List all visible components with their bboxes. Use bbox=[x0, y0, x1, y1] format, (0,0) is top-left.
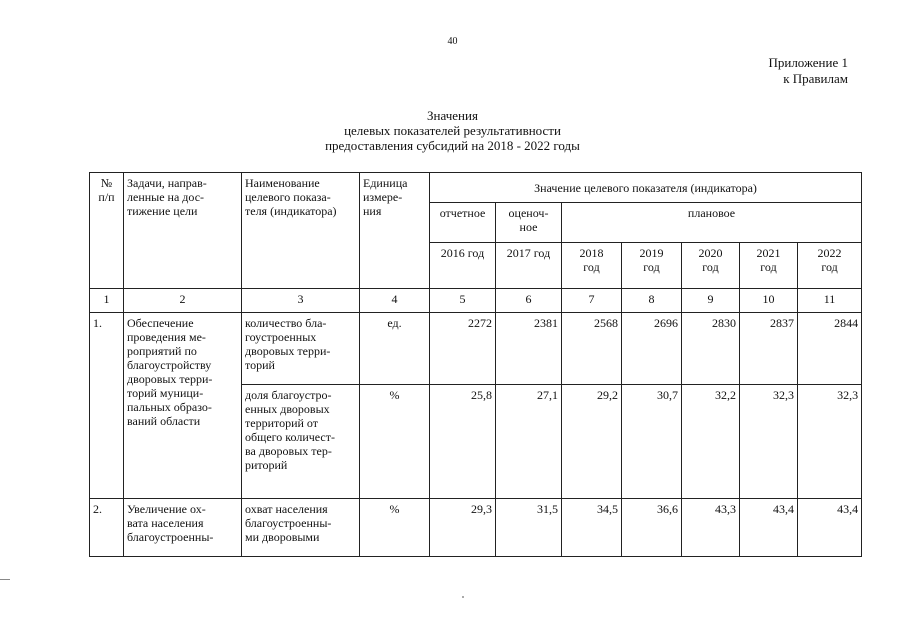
document-title bbox=[0, 108, 905, 153]
indicator-name: охват населения благоустроенны- ми дворовыми bbox=[242, 499, 360, 557]
column-number: 10 bbox=[740, 289, 798, 313]
value-2022: 2844 bbox=[798, 313, 862, 385]
column-number: 3 bbox=[242, 289, 360, 313]
column-number: 4 bbox=[360, 289, 430, 313]
value-2021: 2837 bbox=[740, 313, 798, 385]
header-year-2017: 2017 год bbox=[496, 243, 562, 289]
indicator-name: доля благоустро- енных дворовых территорий от общего количест- ва дворовых тер- риторий bbox=[242, 385, 360, 499]
value-2022: 43,4 bbox=[798, 499, 862, 557]
column-number: 9 bbox=[682, 289, 740, 313]
value-2020: 43,3 bbox=[682, 499, 740, 557]
column-number: 6 bbox=[496, 289, 562, 313]
value-2021: 43,4 bbox=[740, 499, 798, 557]
appendix-line-1: Приложение 1 bbox=[768, 55, 848, 70]
header-year-2018: 2018 год bbox=[562, 243, 622, 289]
appendix-reference bbox=[768, 55, 848, 87]
indicator-unit: % bbox=[360, 499, 430, 557]
value-2017: 27,1 bbox=[496, 385, 562, 499]
scan-artifact-dot bbox=[462, 596, 464, 598]
indicators-table bbox=[89, 172, 862, 557]
value-2020: 32,2 bbox=[682, 385, 740, 499]
header-indicator: Наименование целевого показа- теля (индикатора) bbox=[242, 173, 360, 289]
row-num: 2. bbox=[90, 499, 124, 557]
header-num: № п/п bbox=[90, 173, 124, 289]
header-estimated: оценоч- ное bbox=[496, 203, 562, 243]
value-2019: 2696 bbox=[622, 313, 682, 385]
value-2021: 32,3 bbox=[740, 385, 798, 499]
header-reported: отчетное bbox=[430, 203, 496, 243]
value-2016: 25,8 bbox=[430, 385, 496, 499]
title-line-3: предоставления субсидий на 2018 - 2022 годы bbox=[325, 138, 580, 153]
page-number: 40 bbox=[447, 36, 458, 47]
title-line-2: целевых показателей результативности bbox=[344, 123, 561, 138]
value-2022: 32,3 bbox=[798, 385, 862, 499]
header-planned: плановое bbox=[562, 203, 862, 243]
indicator-unit: ед. bbox=[360, 313, 430, 385]
value-2018: 34,5 bbox=[562, 499, 622, 557]
value-2017: 31,5 bbox=[496, 499, 562, 557]
column-number: 11 bbox=[798, 289, 862, 313]
column-number: 8 bbox=[622, 289, 682, 313]
header-year-2020: 2020 год bbox=[682, 243, 740, 289]
value-2016: 2272 bbox=[430, 313, 496, 385]
indicator-name: количество бла- гоустроенных дворовых терри- торий bbox=[242, 313, 360, 385]
value-2018: 29,2 bbox=[562, 385, 622, 499]
indicator-unit: % bbox=[360, 385, 430, 499]
value-2019: 30,7 bbox=[622, 385, 682, 499]
row-num: 1. bbox=[90, 313, 124, 499]
value-2016: 29,3 bbox=[430, 499, 496, 557]
column-number: 1 bbox=[90, 289, 124, 313]
row-task: Увеличение ох- вата населения благоустроенны- bbox=[124, 499, 242, 557]
table-row bbox=[90, 499, 862, 557]
header-value-group: Значение целевого показателя (индикатора) bbox=[430, 173, 862, 203]
column-number: 2 bbox=[124, 289, 242, 313]
header-year-2019: 2019 год bbox=[622, 243, 682, 289]
value-2019: 36,6 bbox=[622, 499, 682, 557]
value-2020: 2830 bbox=[682, 313, 740, 385]
header-year-2016: 2016 год bbox=[430, 243, 496, 289]
column-number: 7 bbox=[562, 289, 622, 313]
header-year-2021: 2021 год bbox=[740, 243, 798, 289]
appendix-line-2: к Правилам bbox=[783, 71, 848, 86]
row-task: Обеспечение проведения ме- роприятий по благоустройству дворовых терри- торий муници- пальных образо- ваний области bbox=[124, 313, 242, 499]
header-unit: Единица измере- ния bbox=[360, 173, 430, 289]
scan-artifact-line bbox=[0, 579, 10, 580]
column-number: 5 bbox=[430, 289, 496, 313]
header-tasks: Задачи, направ- ленные на дос- тижение цели bbox=[124, 173, 242, 289]
title-line-1: Значения bbox=[427, 108, 478, 123]
header-year-2022: 2022 год bbox=[798, 243, 862, 289]
value-2018: 2568 bbox=[562, 313, 622, 385]
table-row bbox=[90, 313, 862, 385]
value-2017: 2381 bbox=[496, 313, 562, 385]
